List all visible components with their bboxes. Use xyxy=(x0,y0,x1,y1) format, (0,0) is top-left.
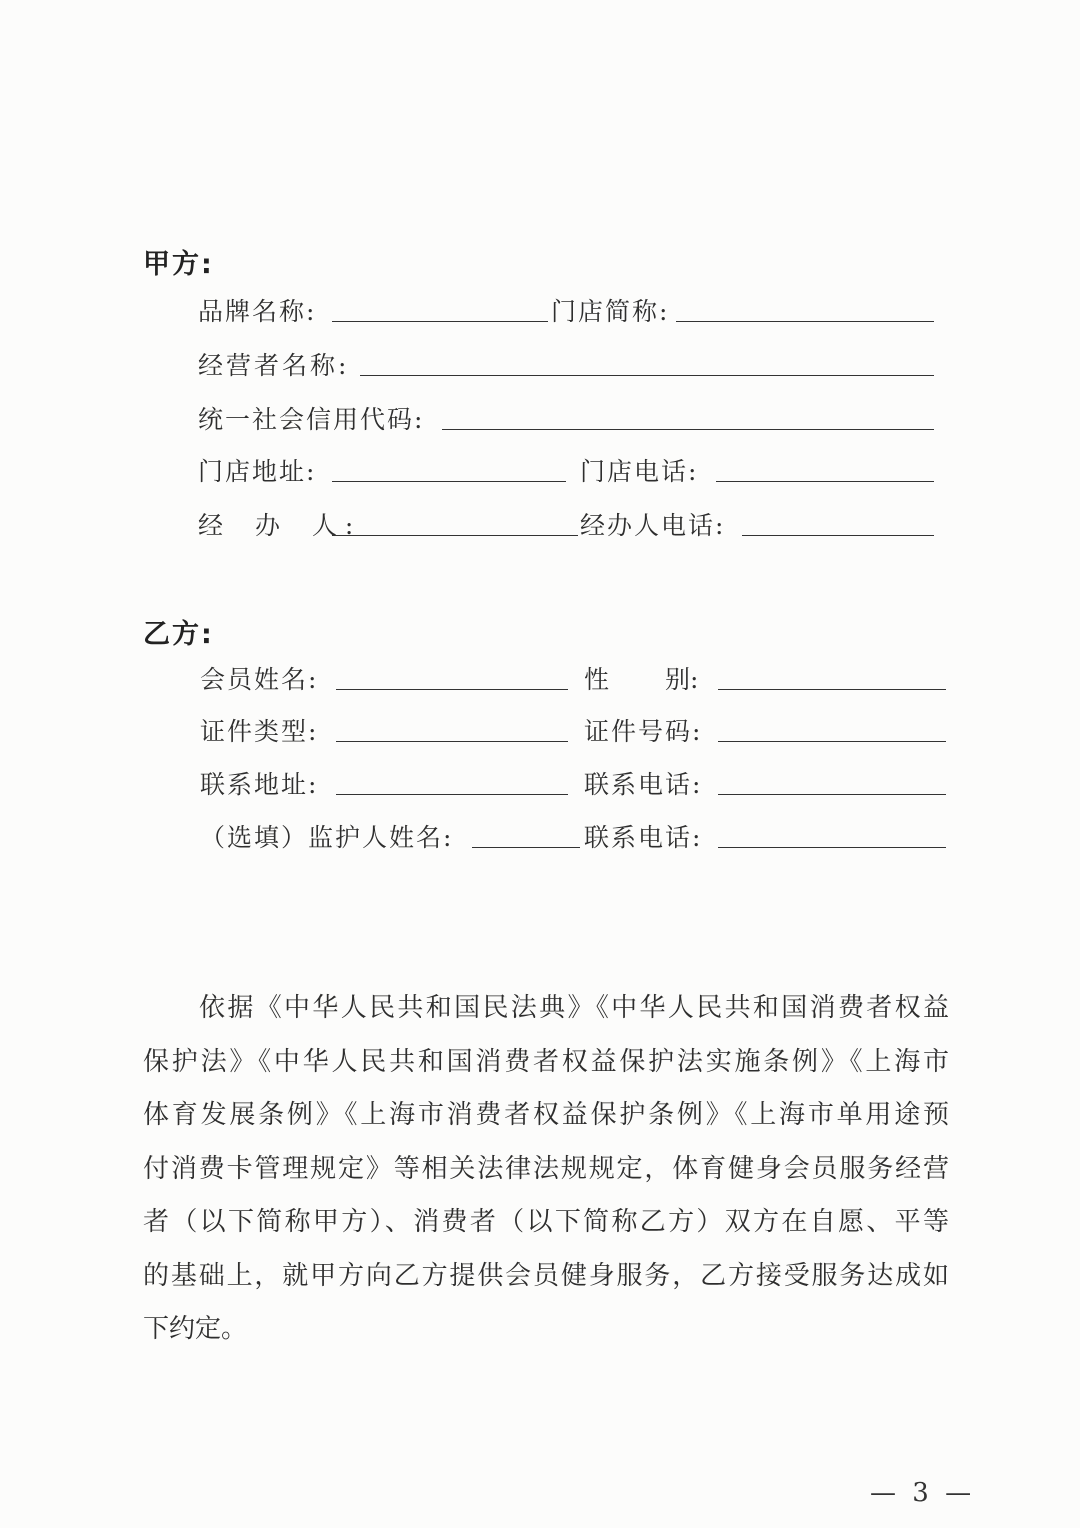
id-number-field[interactable] xyxy=(718,741,946,742)
store-address-label: 门店地址: xyxy=(198,457,317,486)
contact-address-label: 联系地址: xyxy=(200,770,319,799)
gender-field[interactable] xyxy=(718,689,946,690)
contact-address-field[interactable] xyxy=(336,794,568,795)
store-address-field[interactable] xyxy=(332,481,566,482)
contact-address-row xyxy=(0,765,1080,805)
gender-label: 性 别: xyxy=(584,665,699,694)
contact-phone-field[interactable] xyxy=(718,794,946,795)
guardian-name-field[interactable] xyxy=(472,847,580,848)
brand-label: 品牌名称: xyxy=(198,297,317,326)
brand-field[interactable] xyxy=(332,321,548,322)
operator-label: 经营者名称: xyxy=(198,351,350,380)
party-b-title: 乙方: xyxy=(143,619,214,650)
id-type-field[interactable] xyxy=(336,741,568,742)
paragraph-line: 下约定。 xyxy=(143,1314,248,1344)
handler-row xyxy=(0,506,1080,546)
guardian-row xyxy=(0,818,1080,858)
handler-phone-field[interactable] xyxy=(742,535,934,536)
member-name-label: 会员姓名: xyxy=(200,665,319,694)
store-short-label: 门店简称: xyxy=(551,297,670,326)
store-short-field[interactable] xyxy=(676,321,934,322)
id-type-row xyxy=(0,712,1080,752)
paragraph-line: 体育发展条例》《上海市消费者权益保护条例》《上海市单用途预 xyxy=(143,1100,949,1130)
guardian-phone-field[interactable] xyxy=(718,847,946,848)
member-name-field[interactable] xyxy=(336,689,568,690)
operator-field[interactable] xyxy=(360,375,934,376)
id-number-label: 证件号码: xyxy=(584,717,703,746)
id-type-label: 证件类型: xyxy=(200,717,319,746)
guardian-name-label: （选填）监护人姓名: xyxy=(200,823,454,852)
credit-code-field[interactable] xyxy=(442,429,934,430)
credit-code-row xyxy=(0,400,1080,440)
handler-phone-label: 经办人电话: xyxy=(580,511,726,540)
page-number: — 3 — xyxy=(870,1478,976,1508)
agreement-preamble xyxy=(143,982,949,1357)
operator-row xyxy=(0,346,1080,386)
party-a-title: 甲方: xyxy=(143,249,214,280)
store-address-row xyxy=(0,452,1080,492)
handler-label: 经 办 人: xyxy=(198,511,362,540)
paragraph-line: 的基础上，就甲方向乙方提供会员健身服务，乙方接受服务达成如 xyxy=(143,1260,949,1291)
paragraph-line: 依据《中华人民共和国民法典》《中华人民共和国消费者权益 xyxy=(199,993,949,1023)
brand-row xyxy=(0,292,1080,332)
member-name-row xyxy=(0,660,1080,700)
store-phone-field[interactable] xyxy=(716,481,934,482)
handler-field[interactable] xyxy=(332,535,578,536)
paragraph-line: 保护法》《中华人民共和国消费者权益保护法实施条例》《上海市 xyxy=(143,1046,949,1077)
paragraph-line: 者（以下简称甲方）、消费者（以下简称乙方）双方在自愿、平等 xyxy=(143,1207,949,1237)
paragraph-line: 付消费卡管理规定》等相关法律法规规定，体育健身会员服务经营 xyxy=(143,1153,949,1184)
guardian-phone-label: 联系电话: xyxy=(584,823,703,852)
credit-code-label: 统一社会信用代码: xyxy=(198,405,425,434)
store-phone-label: 门店电话: xyxy=(580,457,699,486)
contact-phone-label: 联系电话: xyxy=(584,770,703,799)
